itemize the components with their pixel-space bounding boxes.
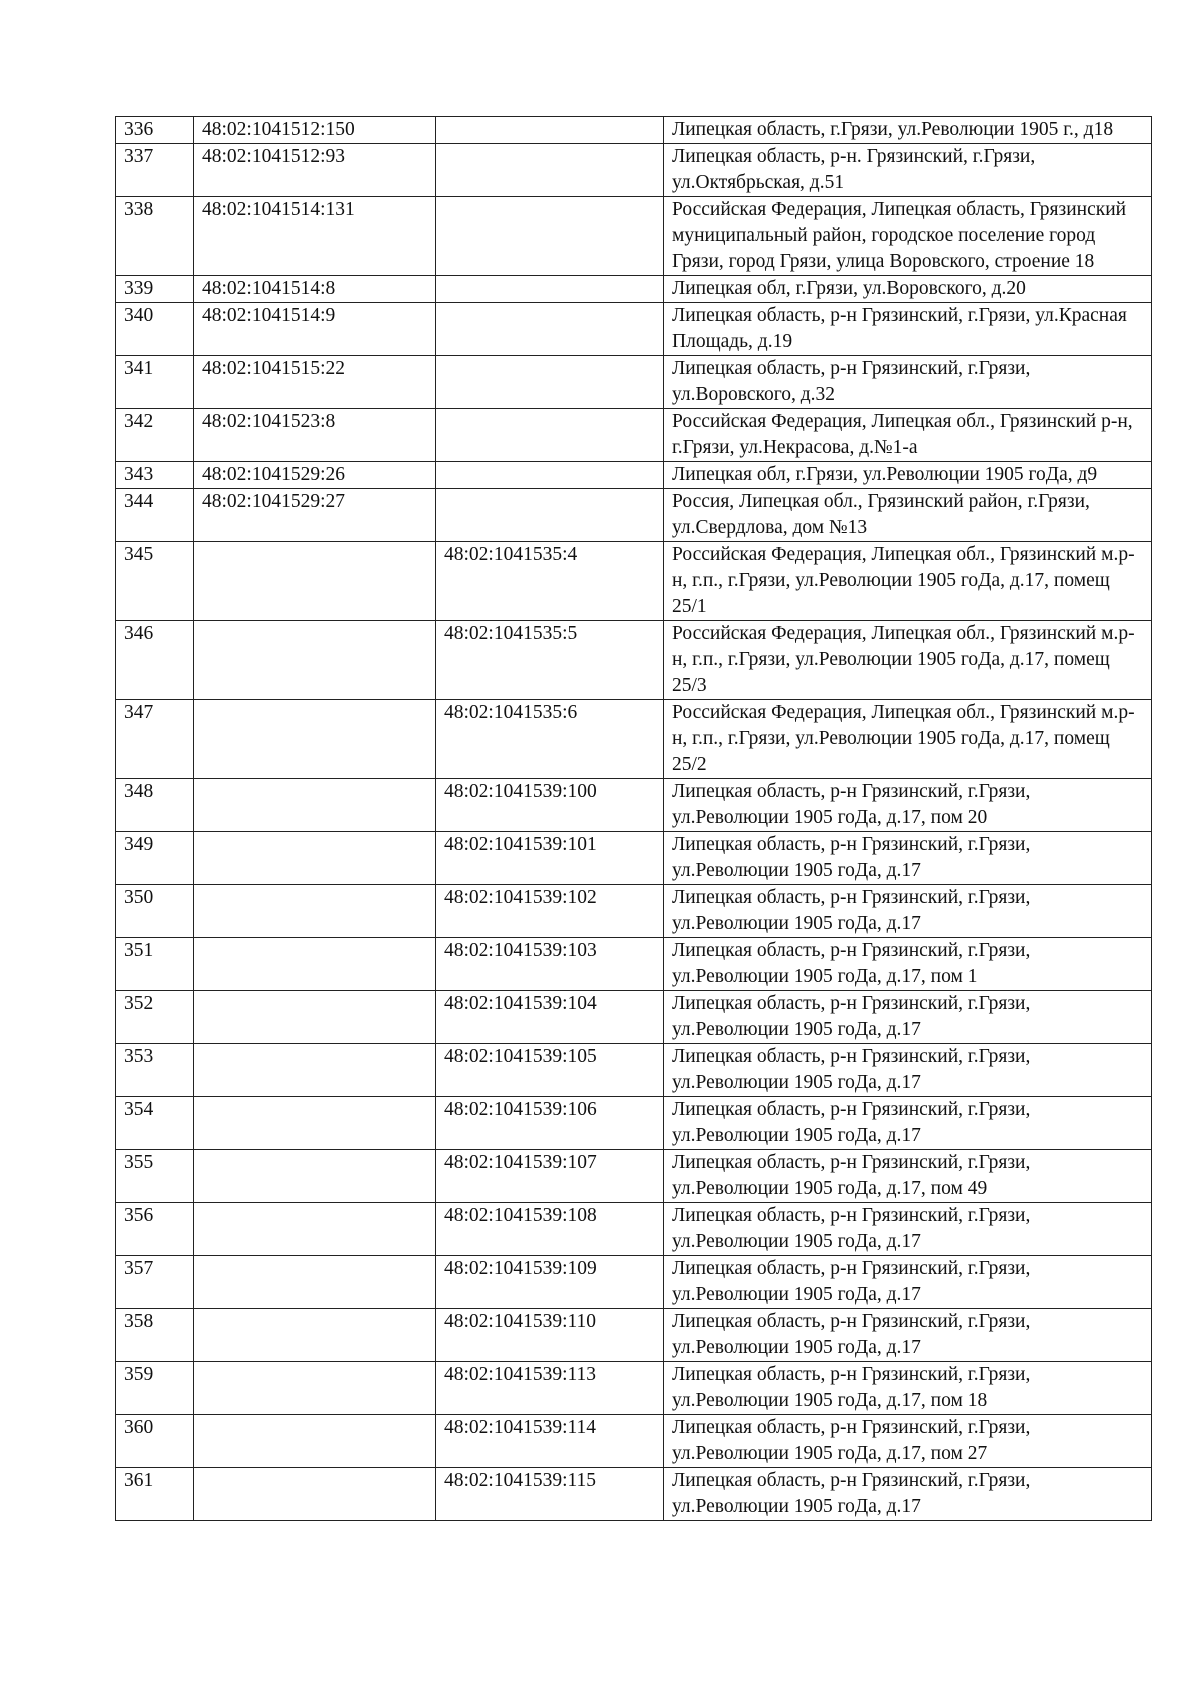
land-cadastral-number-cell xyxy=(194,1309,436,1362)
land-cadastral-number-cell xyxy=(194,542,436,621)
table-row xyxy=(116,197,1152,276)
room-cadastral-number-cell: 48:02:1041539:106 xyxy=(436,1097,664,1150)
land-cadastral-number-cell xyxy=(194,1415,436,1468)
table-row xyxy=(116,303,1152,356)
row-number-cell: 354 xyxy=(116,1097,194,1150)
row-number-cell: 346 xyxy=(116,621,194,700)
row-number-cell: 343 xyxy=(116,462,194,489)
land-cadastral-number-cell: 48:02:1041529:26 xyxy=(194,462,436,489)
address-cell: Липецкая область, р-н Грязинский, г.Грязи, ул.Революции 1905 гоДа, д.17 xyxy=(664,1203,1152,1256)
room-cadastral-number-cell xyxy=(436,356,664,409)
table-row xyxy=(116,621,1152,700)
table-row xyxy=(116,991,1152,1044)
address-cell: Липецкая область, р-н Грязинский, г.Грязи, ул.Революции 1905 гоДа, д.17, пом 49 xyxy=(664,1150,1152,1203)
land-cadastral-number-cell: 48:02:1041514:8 xyxy=(194,276,436,303)
row-number-cell: 351 xyxy=(116,938,194,991)
row-number-cell: 347 xyxy=(116,700,194,779)
table-row xyxy=(116,1362,1152,1415)
land-cadastral-number-cell: 48:02:1041523:8 xyxy=(194,409,436,462)
row-number-cell: 358 xyxy=(116,1309,194,1362)
address-cell: Российская Федерация, Липецкая обл., Грязинский р-н, г.Грязи, ул.Некрасова, д.№1-а xyxy=(664,409,1152,462)
address-cell: Российская Федерация, Липецкая обл., Грязинский м.р-н, г.п., г.Грязи, ул.Революции 1905 гоДа, д.17, помещ 25/3 xyxy=(664,621,1152,700)
address-cell: Липецкая область, р-н Грязинский, г.Грязи, ул.Революции 1905 гоДа, д.17 xyxy=(664,1309,1152,1362)
room-cadastral-number-cell: 48:02:1041539:101 xyxy=(436,832,664,885)
table-row xyxy=(116,462,1152,489)
room-cadastral-number-cell xyxy=(436,197,664,276)
table-row xyxy=(116,1044,1152,1097)
land-cadastral-number-cell xyxy=(194,1097,436,1150)
row-number-cell: 357 xyxy=(116,1256,194,1309)
room-cadastral-number-cell: 48:02:1041539:110 xyxy=(436,1309,664,1362)
room-cadastral-number-cell: 48:02:1041539:108 xyxy=(436,1203,664,1256)
table-row xyxy=(116,276,1152,303)
room-cadastral-number-cell xyxy=(436,276,664,303)
row-number-cell: 344 xyxy=(116,489,194,542)
room-cadastral-number-cell: 48:02:1041535:6 xyxy=(436,700,664,779)
row-number-cell: 341 xyxy=(116,356,194,409)
table-row xyxy=(116,1097,1152,1150)
row-number-cell: 338 xyxy=(116,197,194,276)
table-row xyxy=(116,1150,1152,1203)
table-row xyxy=(116,409,1152,462)
table-row xyxy=(116,832,1152,885)
row-number-cell: 356 xyxy=(116,1203,194,1256)
land-cadastral-number-cell xyxy=(194,938,436,991)
table-row xyxy=(116,1309,1152,1362)
address-cell: Липецкая область, р-н Грязинский, г.Грязи, ул.Революции 1905 гоДа, д.17, пом 27 xyxy=(664,1415,1152,1468)
row-number-cell: 340 xyxy=(116,303,194,356)
address-cell: Липецкая область, р-н Грязинский, г.Грязи, ул.Революции 1905 гоДа, д.17 xyxy=(664,991,1152,1044)
address-cell: Российская Федерация, Липецкая обл., Грязинский м.р-н, г.п., г.Грязи, ул.Революции 1905 гоДа, д.17, помещ 25/2 xyxy=(664,700,1152,779)
address-cell: Липецкая область, р-н Грязинский, г.Грязи, ул.Революции 1905 гоДа, д.17 xyxy=(664,1468,1152,1521)
row-number-cell: 350 xyxy=(116,885,194,938)
land-cadastral-number-cell xyxy=(194,1044,436,1097)
land-cadastral-number-cell: 48:02:1041514:9 xyxy=(194,303,436,356)
registry-table xyxy=(115,116,1152,1521)
address-cell: Липецкая область, р-н Грязинский, г.Грязи, ул.Революции 1905 гоДа, д.17 xyxy=(664,832,1152,885)
room-cadastral-number-cell xyxy=(436,117,664,144)
registry-table-body xyxy=(116,117,1152,1521)
room-cadastral-number-cell xyxy=(436,409,664,462)
land-cadastral-number-cell xyxy=(194,1362,436,1415)
address-cell: Липецкая область, р-н Грязинский, г.Грязи, ул.Революции 1905 гоДа, д.17 xyxy=(664,1097,1152,1150)
land-cadastral-number-cell xyxy=(194,1468,436,1521)
row-number-cell: 360 xyxy=(116,1415,194,1468)
row-number-cell: 337 xyxy=(116,144,194,197)
land-cadastral-number-cell: 48:02:1041512:150 xyxy=(194,117,436,144)
table-row xyxy=(116,1468,1152,1521)
address-cell: Российская Федерация, Липецкая область, Грязинский муниципальный район, городское поселение город Грязи, город Грязи, улица Воровского, строение 18 xyxy=(664,197,1152,276)
room-cadastral-number-cell: 48:02:1041539:109 xyxy=(436,1256,664,1309)
row-number-cell: 353 xyxy=(116,1044,194,1097)
room-cadastral-number-cell: 48:02:1041539:104 xyxy=(436,991,664,1044)
address-cell: Липецкая область, р-н Грязинский, г.Грязи, ул.Красная Площадь, д.19 xyxy=(664,303,1152,356)
table-row xyxy=(116,1203,1152,1256)
room-cadastral-number-cell xyxy=(436,489,664,542)
address-cell: Липецкая область, р-н Грязинский, г.Грязи, ул.Революции 1905 гоДа, д.17, пом 18 xyxy=(664,1362,1152,1415)
land-cadastral-number-cell xyxy=(194,779,436,832)
table-row xyxy=(116,356,1152,409)
address-cell: Липецкая обл, г.Грязи, ул.Революции 1905 гоДа, д9 xyxy=(664,462,1152,489)
table-row xyxy=(116,542,1152,621)
room-cadastral-number-cell: 48:02:1041539:113 xyxy=(436,1362,664,1415)
row-number-cell: 345 xyxy=(116,542,194,621)
row-number-cell: 352 xyxy=(116,991,194,1044)
land-cadastral-number-cell: 48:02:1041529:27 xyxy=(194,489,436,542)
room-cadastral-number-cell: 48:02:1041539:114 xyxy=(436,1415,664,1468)
row-number-cell: 361 xyxy=(116,1468,194,1521)
address-cell: Липецкая обл, г.Грязи, ул.Воровского, д.20 xyxy=(664,276,1152,303)
room-cadastral-number-cell: 48:02:1041539:103 xyxy=(436,938,664,991)
room-cadastral-number-cell: 48:02:1041539:100 xyxy=(436,779,664,832)
row-number-cell: 342 xyxy=(116,409,194,462)
row-number-cell: 359 xyxy=(116,1362,194,1415)
table-row xyxy=(116,885,1152,938)
table-row xyxy=(116,938,1152,991)
table-row xyxy=(116,1415,1152,1468)
table-row xyxy=(116,117,1152,144)
row-number-cell: 339 xyxy=(116,276,194,303)
land-cadastral-number-cell xyxy=(194,991,436,1044)
row-number-cell: 336 xyxy=(116,117,194,144)
land-cadastral-number-cell xyxy=(194,1256,436,1309)
land-cadastral-number-cell xyxy=(194,832,436,885)
land-cadastral-number-cell: 48:02:1041515:22 xyxy=(194,356,436,409)
room-cadastral-number-cell: 48:02:1041539:107 xyxy=(436,1150,664,1203)
address-cell: Липецкая область, г.Грязи, ул.Революции 1905 г., д18 xyxy=(664,117,1152,144)
table-row xyxy=(116,1256,1152,1309)
address-cell: Липецкая область, р-н Грязинский, г.Грязи, ул.Революции 1905 гоДа, д.17 xyxy=(664,885,1152,938)
address-cell: Липецкая область, р-н. Грязинский, г.Грязи, ул.Октябрьская, д.51 xyxy=(664,144,1152,197)
land-cadastral-number-cell xyxy=(194,700,436,779)
land-cadastral-number-cell xyxy=(194,885,436,938)
land-cadastral-number-cell xyxy=(194,1150,436,1203)
room-cadastral-number-cell: 48:02:1041539:105 xyxy=(436,1044,664,1097)
table-row xyxy=(116,144,1152,197)
address-cell: Липецкая область, р-н Грязинский, г.Грязи, ул.Воровского, д.32 xyxy=(664,356,1152,409)
land-cadastral-number-cell xyxy=(194,1203,436,1256)
table-row xyxy=(116,779,1152,832)
address-cell: Липецкая область, р-н Грязинский, г.Грязи, ул.Революции 1905 гоДа, д.17, пом 20 xyxy=(664,779,1152,832)
room-cadastral-number-cell xyxy=(436,303,664,356)
address-cell: Липецкая область, р-н Грязинский, г.Грязи, ул.Революции 1905 гоДа, д.17 xyxy=(664,1044,1152,1097)
row-number-cell: 349 xyxy=(116,832,194,885)
room-cadastral-number-cell: 48:02:1041535:4 xyxy=(436,542,664,621)
room-cadastral-number-cell: 48:02:1041539:102 xyxy=(436,885,664,938)
table-row xyxy=(116,489,1152,542)
land-cadastral-number-cell: 48:02:1041514:131 xyxy=(194,197,436,276)
row-number-cell: 355 xyxy=(116,1150,194,1203)
address-cell: Липецкая область, р-н Грязинский, г.Грязи, ул.Революции 1905 гоДа, д.17, пом 1 xyxy=(664,938,1152,991)
table-row xyxy=(116,700,1152,779)
address-cell: Россия, Липецкая обл., Грязинский район, г.Грязи, ул.Свердлова, дом №13 xyxy=(664,489,1152,542)
address-cell: Российская Федерация, Липецкая обл., Грязинский м.р-н, г.п., г.Грязи, ул.Революции 1905 гоДа, д.17, помещ 25/1 xyxy=(664,542,1152,621)
address-cell: Липецкая область, р-н Грязинский, г.Грязи, ул.Революции 1905 гоДа, д.17 xyxy=(664,1256,1152,1309)
land-cadastral-number-cell xyxy=(194,621,436,700)
room-cadastral-number-cell: 48:02:1041539:115 xyxy=(436,1468,664,1521)
room-cadastral-number-cell: 48:02:1041535:5 xyxy=(436,621,664,700)
room-cadastral-number-cell xyxy=(436,144,664,197)
room-cadastral-number-cell xyxy=(436,462,664,489)
row-number-cell: 348 xyxy=(116,779,194,832)
land-cadastral-number-cell: 48:02:1041512:93 xyxy=(194,144,436,197)
